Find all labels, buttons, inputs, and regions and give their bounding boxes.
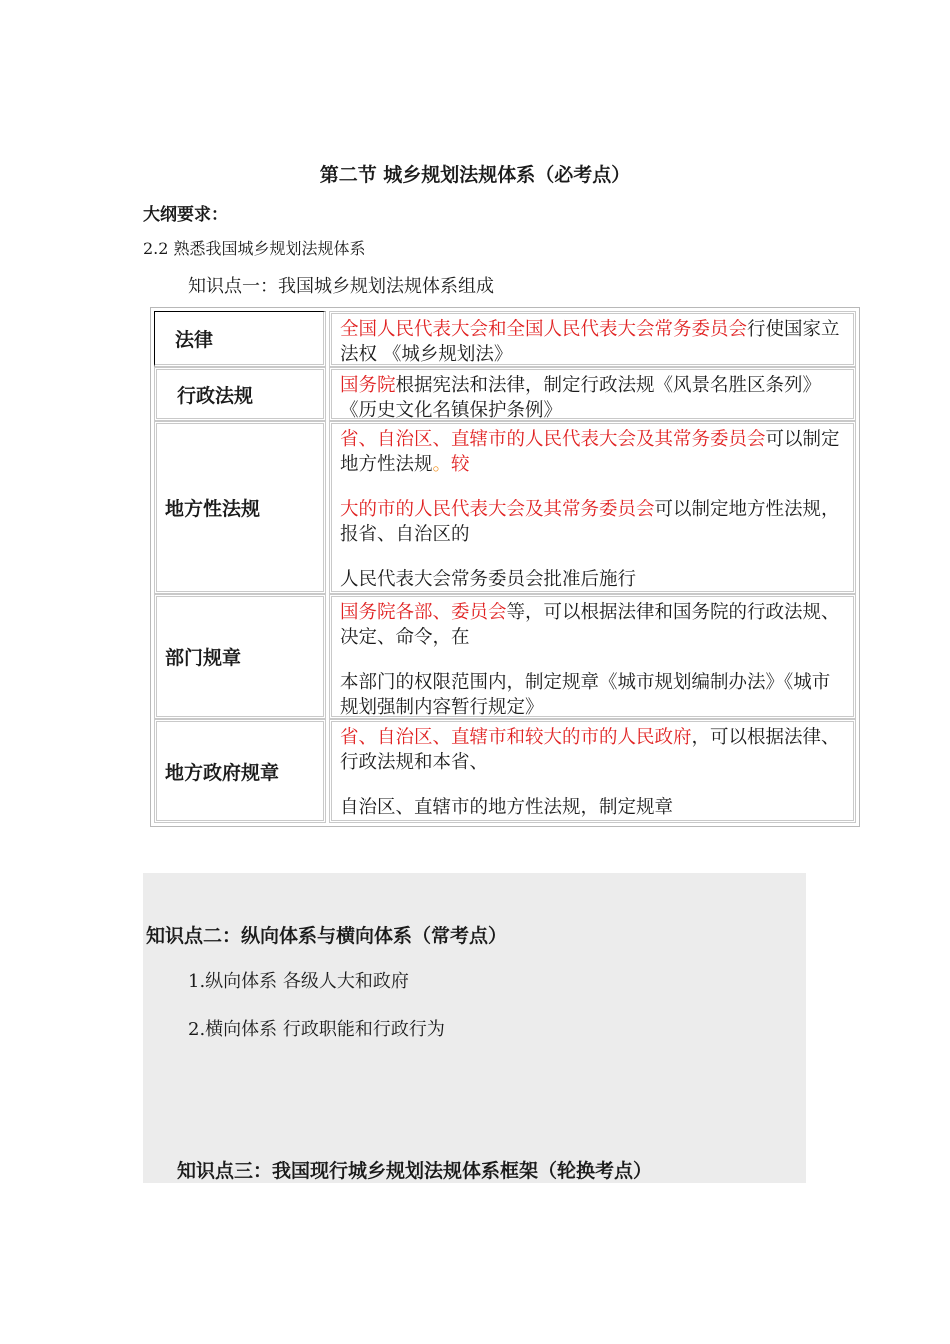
table-row <box>151 367 859 421</box>
table-row <box>151 594 859 719</box>
row-label-administrative-regulations: 行政法规 <box>154 367 326 421</box>
row-content-local-government-rules: 省、自治区、直辖市和较大的市的人民政府，可以根据法律、行政法规和本省、 自治区、直辖市的地方性法规，制定规章 <box>329 719 856 823</box>
vertical-system-item: 1.纵向体系 各级人大和政府 <box>188 971 409 992</box>
row-label-local-government-rules: 地方政府规章 <box>154 719 326 823</box>
row-content-administrative-regulations: 国务院根据宪法和法律，制定行政法规《风景名胜区条列》《历史文化名镇保护条例》 <box>329 367 856 421</box>
knowledge-point-1-heading: 知识点一：我国城乡规划法规体系组成 <box>188 276 494 297</box>
table-row <box>151 719 859 823</box>
row-content-department-rules: 国务院各部、委员会等，可以根据法律和国务院的行政法规、决定、命令，在 本部门的权限范围内，制定规章《城市规划编制办法》《城市规划强制内容暂行规定》 <box>329 594 856 719</box>
knowledge-point-3-heading: 知识点三：我国现行城乡规划法规体系框架（轮换考点） <box>177 1160 653 1182</box>
table-row <box>151 421 859 594</box>
horizontal-system-item: 2.横向体系 行政职能和行政行为 <box>188 1019 445 1040</box>
knowledge-point-2-heading: 知识点二：纵向体系与横向体系（常考点） <box>146 925 508 947</box>
row-label-law: 法律 <box>154 311 326 367</box>
row-content-law: 全国人民代表大会和全国人民代表大会常务委员会行使国家立法权 《城乡规划法》 <box>329 311 856 367</box>
row-content-local-regulations: 省、自治区、直辖市的人民代表大会及其常务委员会可以制定地方性法规。较 大的市的人民代表大会及其常务委员会可以制定地方性法规，报省、自治区的 人民代表大会常务委员会批准后施行 <box>329 421 856 594</box>
outline-item: 2.2 熟悉我国城乡规划法规体系 <box>143 239 366 258</box>
row-label-department-rules: 部门规章 <box>154 594 326 719</box>
table-row <box>151 311 859 367</box>
regulation-system-table <box>150 307 860 827</box>
page-title: 第二节 城乡规划法规体系（必考点） <box>319 164 631 186</box>
row-label-local-regulations: 地方性法规 <box>154 421 326 594</box>
outline-label: 大纲要求： <box>143 205 228 225</box>
